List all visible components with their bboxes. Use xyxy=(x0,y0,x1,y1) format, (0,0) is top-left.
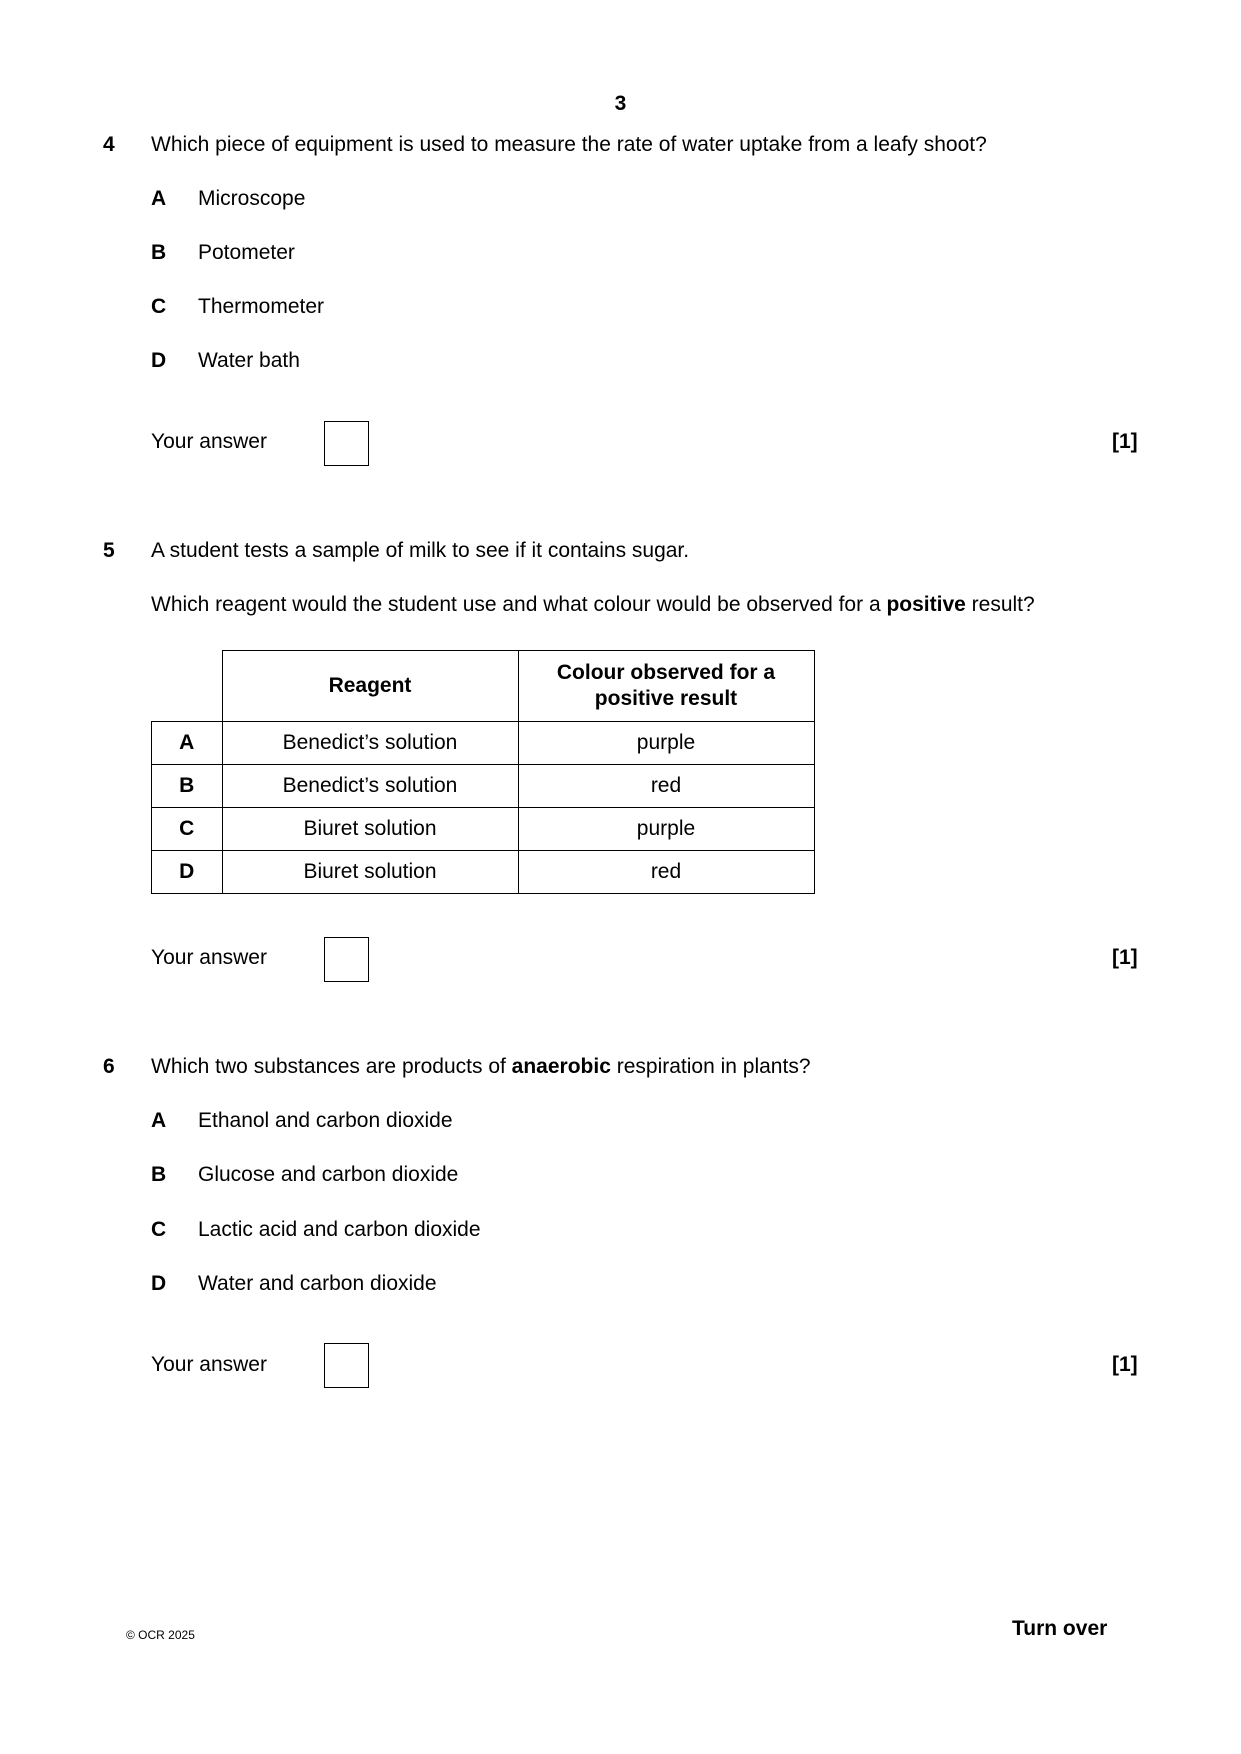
q4-answer-label: Your answer xyxy=(151,430,267,453)
question-6-text xyxy=(151,1055,811,1079)
row-reagent: Biuret solution xyxy=(222,851,518,894)
row-reagent: Benedict’s solution xyxy=(222,722,518,765)
q4-option-c-letter: C xyxy=(151,295,167,318)
table-row xyxy=(152,722,815,765)
q5-answer-label: Your answer xyxy=(151,946,267,969)
colour-header-line-1: Colour observed for a xyxy=(556,661,776,684)
q5-answer-box[interactable] xyxy=(324,937,369,982)
q6-marks: [1] xyxy=(1112,1353,1138,1376)
question-5-text: A student tests a sample of milk to see if it contains sugar. xyxy=(151,539,690,562)
footer-turn-over: Turn over xyxy=(1012,1617,1108,1640)
table-row xyxy=(152,808,815,851)
question-5-prompt-bold: positive xyxy=(886,593,966,616)
q6-option-a-text: Ethanol and carbon dioxide xyxy=(198,1109,453,1132)
row-letter: C xyxy=(152,808,223,851)
q6-answer-label: Your answer xyxy=(151,1353,267,1376)
q4-option-c-text: Thermometer xyxy=(198,295,325,318)
q4-option-b-text: Potometer xyxy=(198,241,295,264)
row-colour: purple xyxy=(518,808,814,851)
question-4-number: 4 xyxy=(103,133,115,156)
row-colour: red xyxy=(518,851,814,894)
q6-option-b-text: Glucose and carbon dioxide xyxy=(198,1163,459,1186)
q6-option-c-letter: C xyxy=(151,1218,167,1241)
q6-option-a-letter: A xyxy=(151,1109,167,1132)
q6-option-d-letter: D xyxy=(151,1272,167,1295)
colour-header-line-2: positive result xyxy=(594,687,738,710)
q4-option-a-text: Microscope xyxy=(198,187,306,210)
row-reagent: Biuret solution xyxy=(222,808,518,851)
row-colour: purple xyxy=(518,722,814,765)
q4-marks: [1] xyxy=(1112,430,1138,453)
footer-copyright: © OCR 2025 xyxy=(126,1628,195,1642)
question-6-number: 6 xyxy=(103,1055,115,1078)
table-row xyxy=(152,851,815,894)
reagent-table xyxy=(151,650,815,894)
row-letter: B xyxy=(152,765,223,808)
question-6-text-bold: anaerobic xyxy=(511,1055,611,1078)
question-6-text-post: respiration in plants? xyxy=(610,1055,811,1078)
row-reagent: Benedict’s solution xyxy=(222,765,518,808)
q4-option-d-text: Water bath xyxy=(198,349,300,372)
reagent-table-header-row xyxy=(152,651,815,722)
page-number: 3 xyxy=(614,92,627,115)
question-4-text: Which piece of equipment is used to measure the rate of water uptake from a leafy shoot? xyxy=(151,133,987,156)
row-colour: red xyxy=(518,765,814,808)
table-row xyxy=(152,765,815,808)
question-5-prompt xyxy=(151,593,1035,617)
question-6-text-pre: Which two substances are products of xyxy=(151,1055,512,1078)
row-letter: D xyxy=(152,851,223,894)
q4-option-d-letter: D xyxy=(151,349,167,372)
q6-option-b-letter: B xyxy=(151,1163,167,1186)
q4-answer-box[interactable] xyxy=(324,421,369,466)
colour-header xyxy=(518,651,814,722)
q6-answer-box[interactable] xyxy=(324,1343,369,1388)
q4-option-b-letter: B xyxy=(151,241,167,264)
question-5-prompt-pre: Which reagent would the student use and what colour would be observed for a xyxy=(151,593,887,616)
reagent-table-corner xyxy=(152,651,223,722)
q6-option-d-text: Water and carbon dioxide xyxy=(198,1272,437,1295)
q6-option-c-text: Lactic acid and carbon dioxide xyxy=(198,1218,481,1241)
q4-option-a-letter: A xyxy=(151,187,167,210)
row-letter: A xyxy=(152,722,223,765)
question-5-number: 5 xyxy=(103,539,115,562)
question-5-prompt-post: result? xyxy=(965,593,1035,616)
reagent-header: Reagent xyxy=(222,651,518,722)
q5-marks: [1] xyxy=(1112,946,1138,969)
